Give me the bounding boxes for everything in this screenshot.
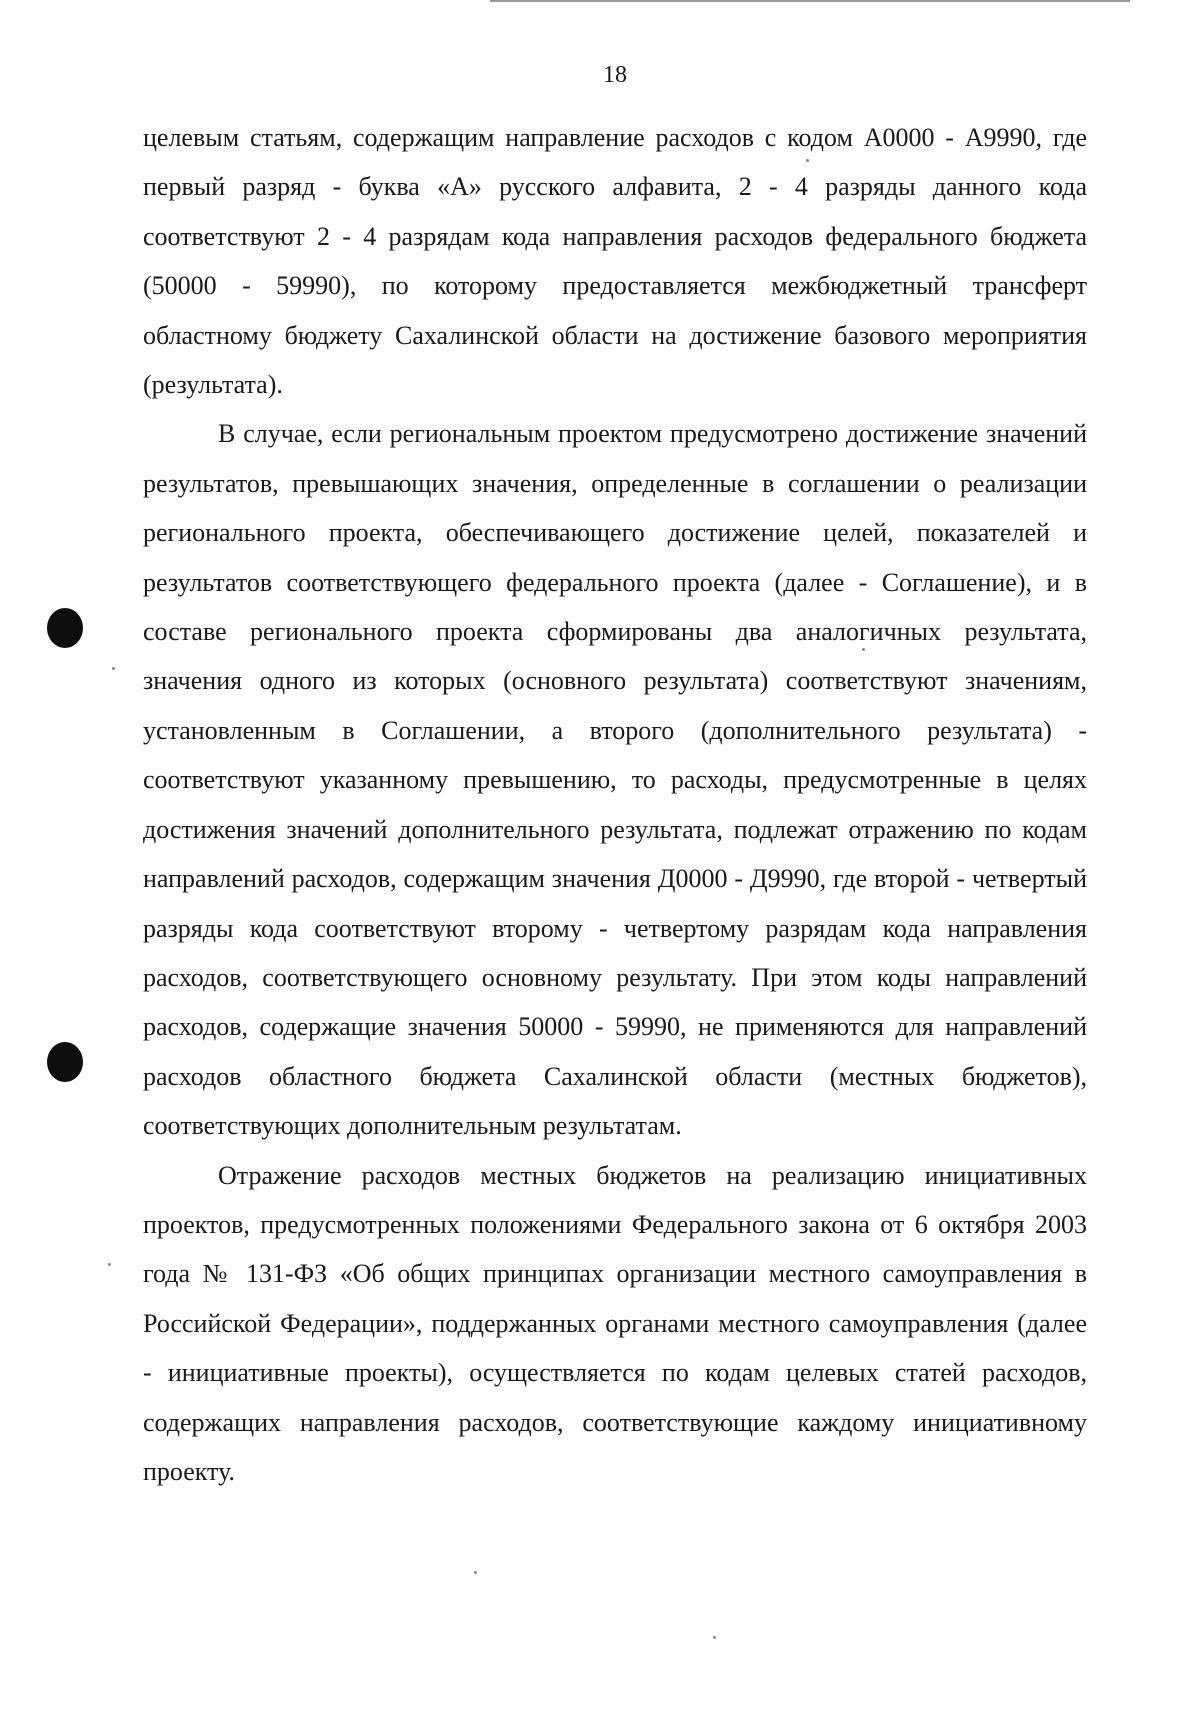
paragraph-continuation: целевым статьям, содержащим направление расходов с кодом А0000 - А9990, где первый разряд - буква «А» русского алфавита, 2 - 4 разряды данного кода соответствуют 2 - 4 разрядам кода направления расходов федерального бюджета (50000 - 59990), по которому предоставляется межбюджетный трансферт областному бюджету Сахалинской области на достижение базового мероприятия (результата). <box>143 123 1087 400</box>
punch-hole-upper <box>47 608 83 648</box>
paragraph-initiative-projects: Отражение расходов местных бюджетов на реализацию инициативных проектов, предусмотренных положениями Федерального закона от 6 октября 2003 года № 131-ФЗ «Об общих принципах организации местного самоуправления в Российской Федерации», поддержанных органами местного самоуправления (далее - инициативные проекты), осуществляется по кодам целевых статей расходов, содержащих направления расходов, соответствующие каждому инициативному проекту. <box>143 1160 1087 1486</box>
page-number: 18 <box>603 62 627 88</box>
scan-speck <box>713 1636 716 1639</box>
scan-speck <box>474 1571 477 1574</box>
scan-speck <box>108 1263 111 1266</box>
scan-speck <box>112 667 115 670</box>
body-text <box>143 113 1087 1496</box>
scan-top-edge-line <box>490 0 1130 2</box>
punch-hole-lower <box>47 1042 83 1082</box>
paragraph-additional-results: В случае, если региональным проектом предусмотрено достижение значений результатов, превышающих значения, определенные в соглашении о реализации регионального проекта, обеспечивающего достижение целей, показателей и результатов соответствующего федерального проекта (далее - Соглашение), и в составе регионального проекта сформированы два аналогичных результата, значения одного из которых (основного результата) соответствуют значениям, установленным в Соглашении, а второго (дополнительного результата) - соответствуют указанному превышению, то расходы, предусмотренные в целях достижения значений дополнительного результата, подлежат отражению по кодам направлений расходов, содержащим значения Д0000 - Д9990, где второй - четвертый разряды кода соответствуют второму - четвертому разрядам кода направления расходов, соответствующего основному результату. При этом коды направлений расходов, содержащие значения 50000 - 59990, не применяются для направлений расходов областного бюджета Сахалинской области (местных бюджетов), соответствующих дополнительным результатам. <box>143 419 1087 1141</box>
